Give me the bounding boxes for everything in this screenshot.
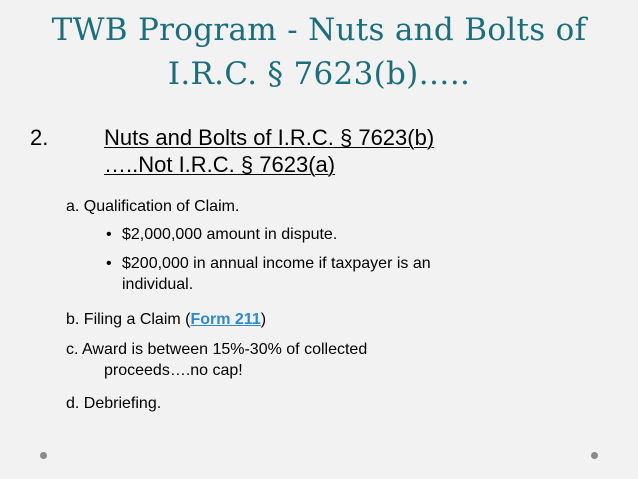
corner-dot-left [40,452,47,459]
bullet-icon: • [106,226,112,243]
sub-item-b-suffix: ) [260,311,267,328]
sub-item-b [66,309,266,330]
item-heading-line-2: …..Not I.R.C. § 7623(a) [104,152,336,177]
sub-item-c: c. Award is between 15%-30% of collected [66,341,368,358]
sub-item-d: d. Debriefing. [66,395,162,412]
bullet-text: $2,000,000 amount in dispute. [122,226,338,243]
sub-item-c-continued: proceeds….no cap! [104,362,243,379]
slide-title-line-1: TWB Program - Nuts and Bolts of [51,12,587,48]
bullet-icon: • [106,255,112,272]
form-211-link[interactable]: Form 211 [190,311,261,328]
item-heading-line-1: Nuts and Bolts of I.R.C. § 7623(b) [104,125,435,150]
item-heading [104,124,624,178]
bullet-annual-income-continued: individual. [122,276,194,293]
sub-item-a: a. Qualification of Claim. [66,198,240,215]
sub-item-b-prefix: b. Filing a Claim ( [66,311,191,328]
corner-dot-right [591,452,598,459]
slide-title [0,8,638,96]
item-number: 2. [30,125,49,150]
slide-title-line-2: I.R.C. § 7623(b)….. [167,56,471,92]
bullet-text: $200,000 in annual income if taxpayer is an [122,255,431,272]
